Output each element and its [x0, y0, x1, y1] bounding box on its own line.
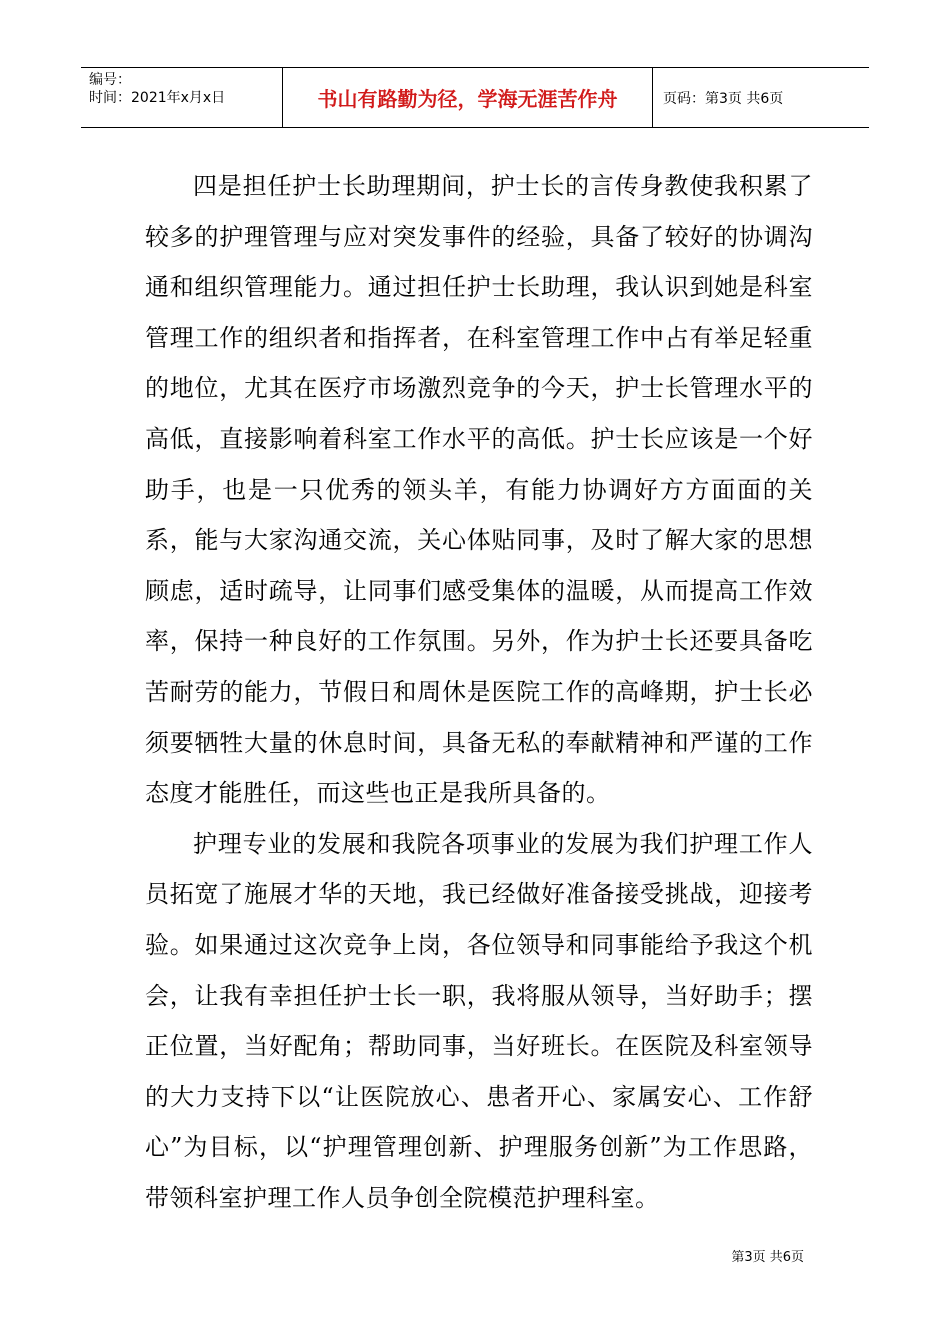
page-header: [81, 67, 869, 128]
document-number-label: 编号：: [89, 72, 131, 88]
header-page-info: 页码：第3页 共6页: [663, 90, 784, 107]
header-meta: [81, 68, 283, 127]
page-footer: 第3页 共6页: [731, 1250, 804, 1265]
document-date: 时间：2021年x月x日: [89, 90, 226, 106]
header-motto: 书山有路勤为径，学海无涯苦作舟: [283, 68, 653, 127]
body-paragraph-2: 护理专业的发展和我院各项事业的发展为我们护理工作人员拓宽了施展才华的天地，我已经做好准备接受挑战，迎接考验。如果通过这次竞争上岗，各位领导和同事能给予我这个机会，让我有幸担任护士长一职，我将服从领导，当好助手；摆正位置，当好配角；帮助同事，当好班长。在医院及科室领导的大力支持下以“让医院放心、患者开心、家属安心、工作舒心”为目标，以“护理管理创新、护理服务创新”为工作思路，带领科室护理工作人员争创全院模范护理科室。: [145, 829, 813, 1212]
document-body: [145, 161, 813, 1223]
body-paragraph-1: 四是担任护士长助理期间，护士长的言传身教使我积累了较多的护理管理与应对突发事件的经验，具备了较好的协调沟通和组织管理能力。通过担任护士长助理，我认识到她是科室管理工作的组织者和指挥者，在科室管理工作中占有举足轻重的地位，尤其在医疗市场激烈竞争的今天，护士长管理水平的高低，直接影响着科室工作水平的高低。护士长应该是一个好助手，也是一只优秀的领头羊，有能力协调好方方面面的关系，能与大家沟通交流，关心体贴同事，及时了解大家的思想顾虑，适时疏导，让同事们感受集体的温暖，从而提高工作效率，保持一种良好的工作氛围。另外，作为护士长还要具备吃苦耐劳的能力，节假日和周休是医院工作的高峰期，护士长必须要牺牲大量的休息时间，具备无私的奉献精神和严谨的工作态度才能胜任，而这些也正是我所具备的。: [145, 172, 813, 808]
